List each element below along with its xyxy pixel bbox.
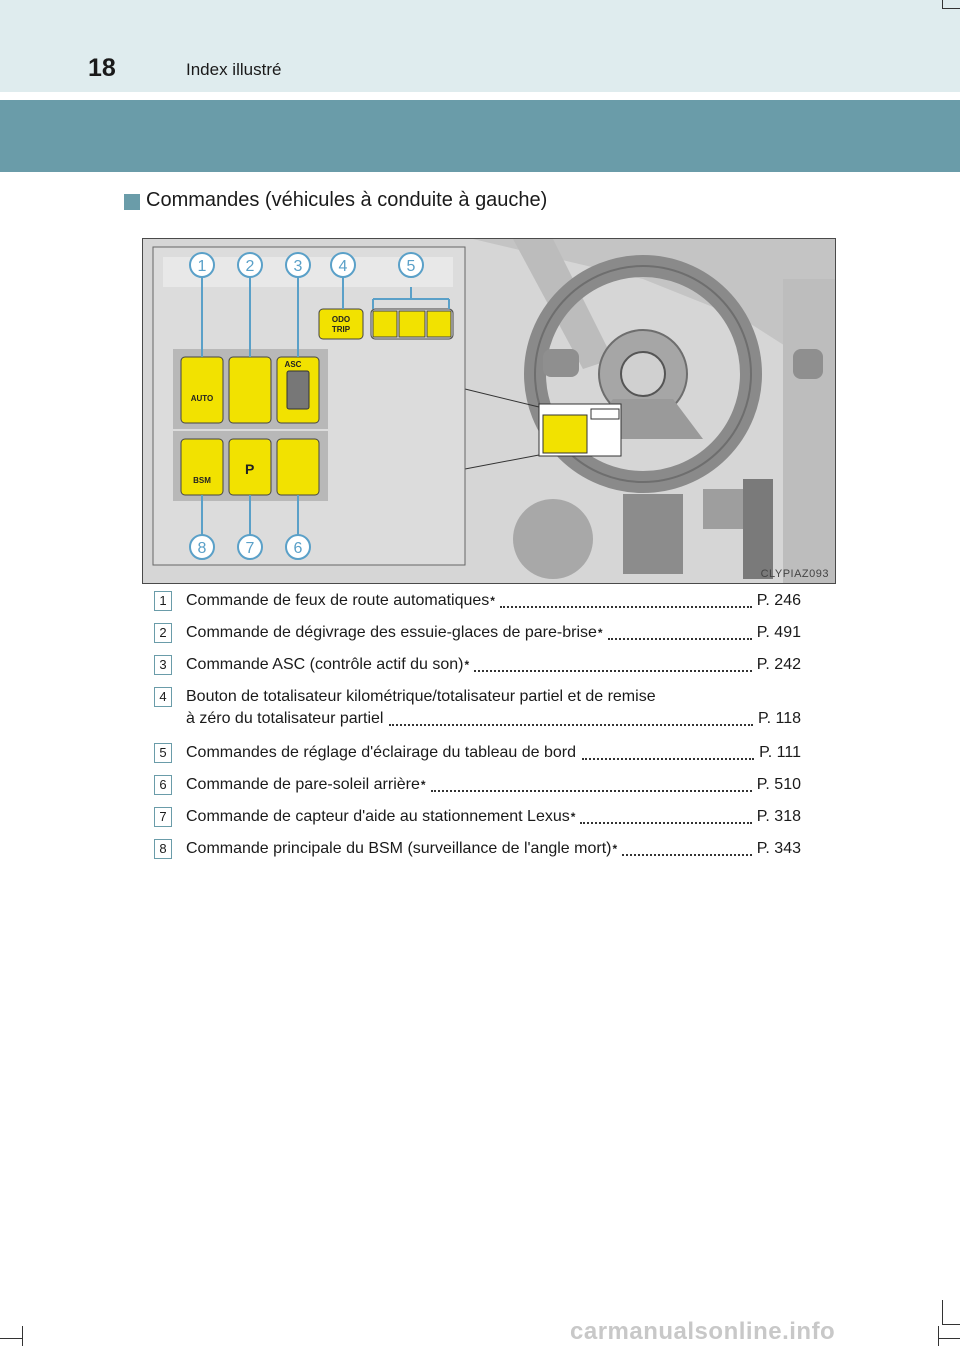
odo-label: ODO [331,315,351,324]
leader-dots [622,842,752,856]
crop-mark [938,1326,939,1346]
item-number-badge: 5 [154,743,172,763]
asc-label: ASC [284,360,302,369]
crop-mark [22,1326,23,1346]
watermark: carmanualsonline.info [570,1318,836,1345]
page-reference[interactable]: P. 343 [756,840,801,857]
leader-dots [474,658,752,672]
callout-4: 4 [338,258,348,275]
page-reference[interactable]: P. 318 [756,808,801,825]
item-number-badge: 3 [154,655,172,675]
callout-7: 7 [245,540,255,557]
leader-dots [580,810,751,824]
item-text-line1: Bouton de totalisateur kilométrique/totalisateur partiel et de remise [186,688,656,705]
callout-5: 5 [406,258,416,275]
page-reference[interactable]: P. 510 [756,776,801,793]
page-reference[interactable]: P. 111 [759,744,801,761]
section-title: Commandes (véhicules à conduite à gauche) [146,189,548,211]
item-text: à zéro du totalisateur partiel [186,710,384,727]
leader-dots [431,778,752,792]
teal-band [0,100,960,172]
callout-2: 2 [245,258,255,275]
item-number-badge: 7 [154,807,172,827]
callout-1: 1 [197,258,207,275]
item-text: Commande ASC (contrôle actif du son) [186,656,464,673]
leader-dots [500,594,752,608]
page-number: 18 [88,54,116,82]
item-text: Commande de feux de route automatiques [186,592,490,609]
item-number-badge: 1 [154,591,172,611]
dashboard-illustration [143,239,836,584]
item-number-badge: 6 [154,775,172,795]
leader-dots [582,746,754,760]
item-text: Commandes de réglage d'éclairage du tableau de bord [186,744,576,761]
crop-mark [0,1338,22,1339]
trip-label: TRIP [331,325,351,334]
leader-dots [608,626,752,640]
page-reference[interactable]: P. 246 [756,592,801,609]
item-text: Commande de capteur d'aide au stationnement Lexus [186,808,570,825]
crop-mark [942,8,960,9]
header-band [0,0,960,92]
park-label: P [245,461,255,477]
bsm-label: BSM [193,476,211,485]
item-number-badge: 2 [154,623,172,643]
callout-6: 6 [293,540,303,557]
figure-code: CLYPIAZ093 [760,568,829,580]
item-number-badge: 8 [154,839,172,859]
page-reference[interactable]: P. 118 [757,710,801,727]
leader-dots [389,712,753,726]
crop-mark [942,0,943,8]
running-title: Index illustré [186,60,282,79]
item-text: Commande de dégivrage des essuie-glaces de pare-brise [186,624,597,641]
section-bullet [124,194,140,210]
page-reference[interactable]: P. 491 [756,624,801,641]
page-reference[interactable]: P. 242 [756,656,801,673]
auto-label: AUTO [190,394,214,403]
crop-mark [938,1338,960,1339]
callout-3: 3 [293,258,303,275]
item-text: Commande de pare-soleil arrière [186,776,420,793]
crop-mark [942,1300,943,1324]
callout-8: 8 [197,540,207,557]
crop-mark [942,1324,960,1325]
item-text: Commande principale du BSM (surveillance de l'angle mort) [186,840,612,857]
item-number-badge: 4 [154,687,172,707]
dashboard-figure [142,238,836,584]
